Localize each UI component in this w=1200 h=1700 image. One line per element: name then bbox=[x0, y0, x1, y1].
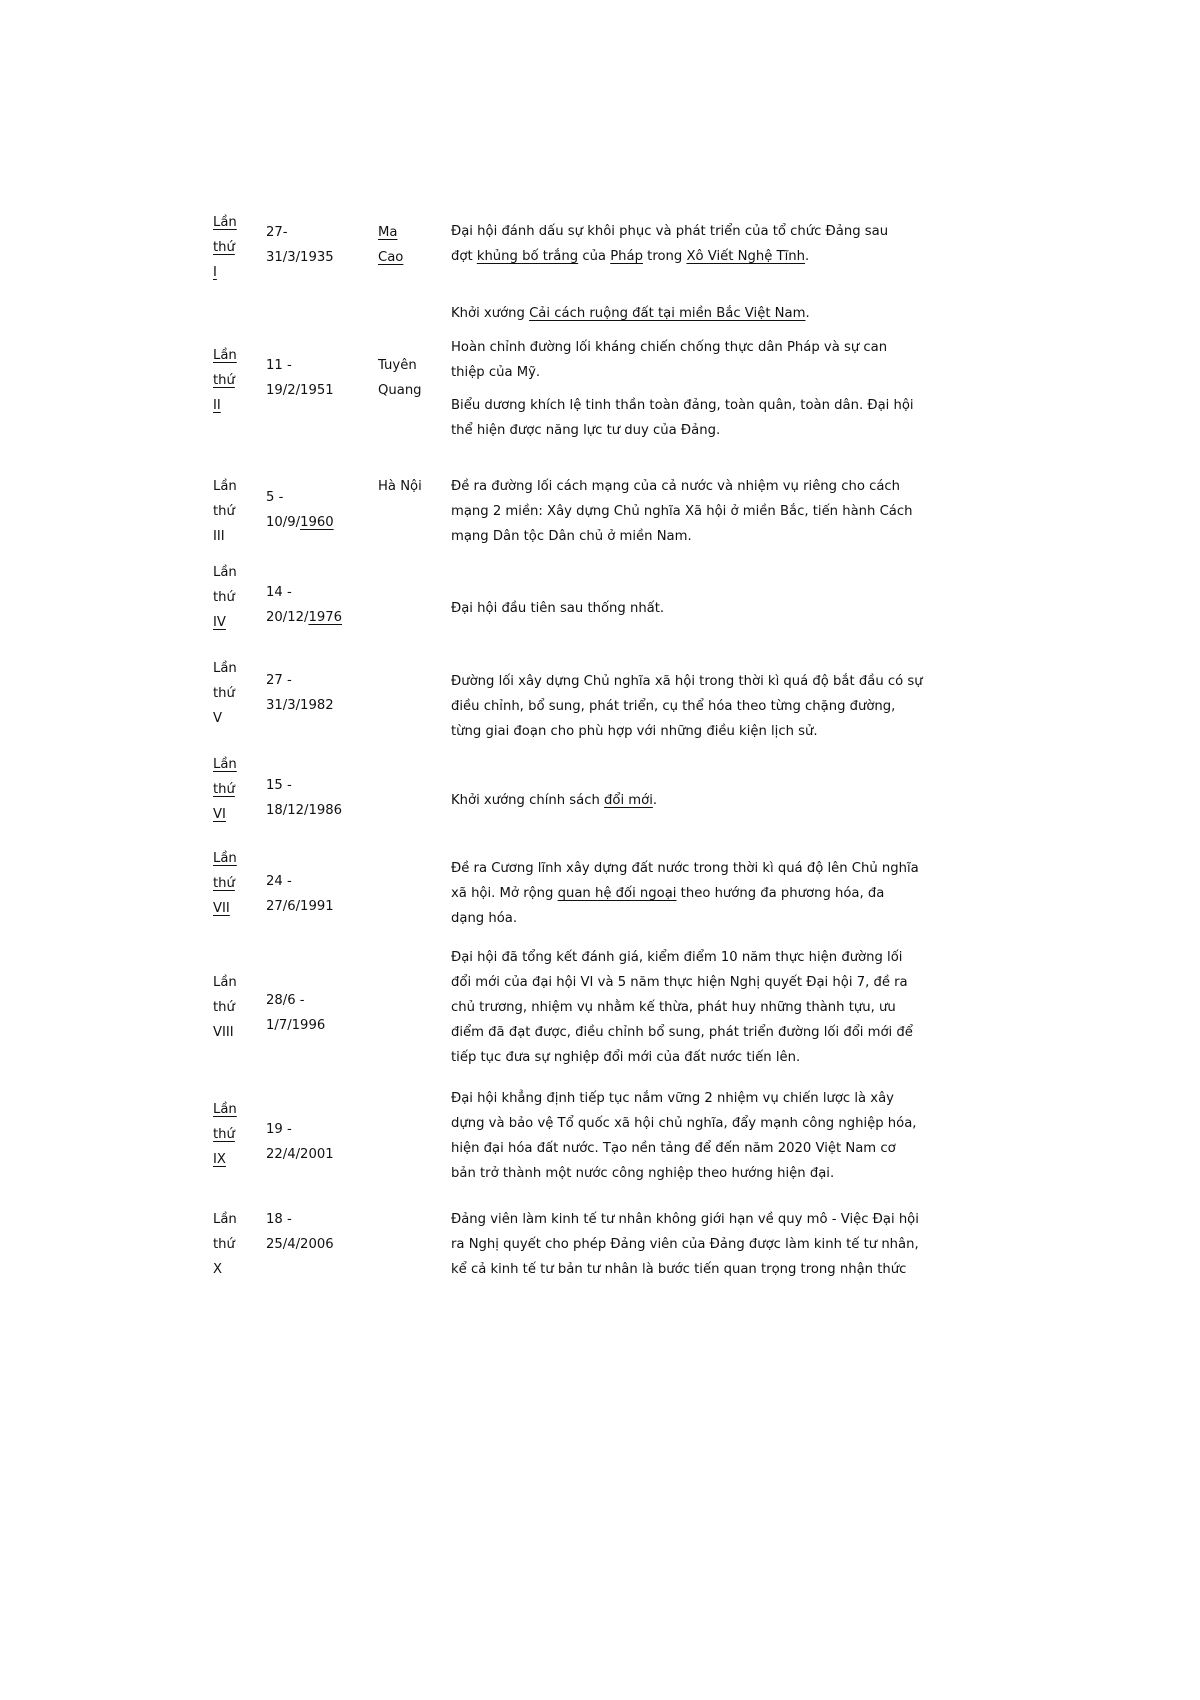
description-text: điều chỉnh, bổ sung, phát triển, cụ thể hóa theo từng chặng đường, bbox=[451, 699, 896, 714]
congress-description bbox=[451, 474, 1011, 549]
congress-name-link[interactable]: IV bbox=[213, 615, 226, 630]
description-line bbox=[451, 694, 1011, 719]
congress-date bbox=[266, 773, 346, 823]
description-line bbox=[451, 881, 1011, 906]
congress-date-line: 18 - bbox=[266, 1212, 292, 1227]
congress-name-link[interactable]: VI bbox=[213, 807, 226, 822]
description-text: Biểu dương khích lệ tinh thần toàn đảng, toàn quân, toàn dân. Đại hội bbox=[451, 398, 914, 413]
description-text: Khởi xướng bbox=[451, 306, 530, 321]
congress-name-text: thứ bbox=[213, 1237, 235, 1252]
description-text: ra Nghị quyết cho phép Đảng viên của Đảng được làm kinh tế tư nhân, bbox=[451, 1237, 919, 1252]
congress-date bbox=[266, 485, 346, 535]
congress-description bbox=[451, 669, 1011, 744]
congress-description bbox=[451, 1086, 1011, 1186]
description-line bbox=[451, 219, 1011, 244]
congress-name-text: Lần bbox=[213, 661, 237, 676]
congress-name-text: X bbox=[213, 1262, 223, 1277]
description-line bbox=[451, 360, 1011, 385]
description-line bbox=[451, 1086, 1011, 1111]
congress-name-link[interactable]: Lần bbox=[213, 757, 237, 772]
description-text: mạng 2 miền: Xây dựng Chủ nghĩa Xã hội ở miền Bắc, tiến hành Cách bbox=[451, 504, 913, 519]
congress-description bbox=[451, 596, 1011, 621]
congress-name-text: VIII bbox=[213, 1025, 234, 1040]
congress-date-line: 27/6/1991 bbox=[266, 899, 334, 914]
congress-date-line: 31/3/1982 bbox=[266, 698, 334, 713]
description-line bbox=[451, 596, 1011, 621]
description-text: mạng Dân tộc Dân chủ ở miền Nam. bbox=[451, 529, 692, 544]
congress-place bbox=[378, 474, 438, 499]
description-text: Đảng viên làm kinh tế tư nhân không giới hạn về quy mô - Việc Đại hội bbox=[451, 1212, 919, 1227]
congress-year-link[interactable]: 1976 bbox=[308, 610, 343, 625]
description-text: Đại hội đã tổng kết đánh giá, kiểm điểm 10 năm thực hiện đường lối bbox=[451, 950, 903, 965]
congress-name-text: Lần bbox=[213, 1212, 237, 1227]
congress-date bbox=[266, 1117, 346, 1167]
congress-name-link[interactable]: thứ bbox=[213, 876, 235, 891]
description-line bbox=[451, 499, 1011, 524]
description-text: Đề ra Cương lĩnh xây dựng đất nước trong thời kì quá độ lên Chủ nghĩa bbox=[451, 861, 919, 876]
description-line bbox=[451, 1232, 1011, 1257]
description-text: bản trở thành một nước công nghiệp theo hướng hiện đại. bbox=[451, 1166, 835, 1181]
congress-place bbox=[378, 220, 438, 270]
congress-date-line: 22/4/2001 bbox=[266, 1147, 334, 1162]
congress-date-line: 25/4/2006 bbox=[266, 1237, 334, 1252]
congress-description bbox=[451, 945, 1011, 1070]
congress-date-line: 19 - bbox=[266, 1122, 292, 1137]
description-link[interactable]: Xô Viết Nghệ Tĩnh bbox=[686, 249, 805, 264]
description-text: dựng và bảo vệ Tổ quốc xã hội chủ nghĩa, đẩy mạnh công nghiệp hóa, bbox=[451, 1116, 917, 1131]
congress-date-line: 19/2/1951 bbox=[266, 383, 334, 398]
description-line bbox=[451, 856, 1011, 881]
congress-date-line: 14 - bbox=[266, 585, 292, 600]
description-line bbox=[451, 1161, 1011, 1186]
congress-name bbox=[213, 846, 258, 921]
congress-name-link[interactable]: I bbox=[213, 265, 217, 280]
description-text: thiệp của Mỹ. bbox=[451, 365, 541, 380]
description-line bbox=[451, 1257, 1011, 1282]
congress-name-text: Lần bbox=[213, 565, 237, 580]
description-line bbox=[451, 335, 1011, 360]
congress-name-text: V bbox=[213, 711, 223, 726]
description-line bbox=[451, 418, 1011, 443]
description-text: Đại hội đầu tiên sau thống nhất. bbox=[451, 601, 665, 616]
description-text: tiếp tục đưa sự nghiệp đổi mới của đất nước tiến lên. bbox=[451, 1050, 801, 1065]
description-line bbox=[451, 244, 1011, 269]
description-text: Đại hội đánh dấu sự khôi phục và phát triển của tổ chức Đảng sau bbox=[451, 224, 889, 239]
congress-name-text: thứ bbox=[213, 590, 235, 605]
description-line bbox=[451, 995, 1011, 1020]
description-line bbox=[451, 1020, 1011, 1045]
congress-date-line: 15 - bbox=[266, 778, 292, 793]
congress-description bbox=[451, 219, 1011, 269]
description-text: Hoàn chỉnh đường lối kháng chiến chống thực dân Pháp và sự can bbox=[451, 340, 888, 355]
congress-place-text: Quang bbox=[378, 383, 422, 398]
congress-name-text: thứ bbox=[213, 686, 235, 701]
congress-name-link[interactable]: Lần bbox=[213, 1102, 237, 1117]
description-link[interactable]: Cải cách ruộng đất tại miền Bắc Việt Nam bbox=[529, 306, 806, 321]
description-line bbox=[451, 524, 1011, 549]
description-text: Đại hội khẳng định tiếp tục nắm vững 2 nhiệm vụ chiến lược là xây bbox=[451, 1091, 894, 1106]
congress-name bbox=[213, 1207, 258, 1282]
description-link[interactable]: khủng bố trắng bbox=[476, 249, 579, 264]
description-line bbox=[451, 669, 1011, 694]
description-link[interactable]: đổi mới bbox=[604, 793, 653, 808]
congress-name-link[interactable]: IX bbox=[213, 1152, 226, 1167]
description-text: thể hiện được năng lực tư duy của Đảng. bbox=[451, 423, 721, 438]
description-text: theo hướng đa phương hóa, đa bbox=[676, 886, 885, 901]
congress-date-line: 18/12/1986 bbox=[266, 803, 343, 818]
description-line bbox=[451, 788, 1011, 813]
congress-date-line: 10/9/1960 bbox=[266, 515, 334, 530]
congress-year-link[interactable]: 1960 bbox=[300, 515, 334, 530]
congress-date-line: 1/7/1996 bbox=[266, 1018, 326, 1033]
congress-name-text: Lần bbox=[213, 479, 237, 494]
description-line bbox=[451, 393, 1011, 418]
description-text: đợt bbox=[451, 249, 477, 264]
congress-date-line: 11 - bbox=[266, 358, 292, 373]
congress-description bbox=[451, 788, 1011, 813]
congress-date bbox=[266, 988, 346, 1038]
congress-date-line: 31/3/1935 bbox=[266, 250, 334, 265]
description-text: dạng hóa. bbox=[451, 911, 518, 926]
congress-date-line: 5 - bbox=[266, 490, 284, 505]
congress-place-link[interactable]: Ma bbox=[378, 225, 398, 240]
congress-name-link[interactable]: Lần bbox=[213, 348, 237, 363]
congress-date bbox=[266, 1207, 346, 1257]
description-line bbox=[451, 970, 1011, 995]
congress-name bbox=[213, 752, 258, 827]
congress-name-text: Lần bbox=[213, 975, 237, 990]
description-line bbox=[451, 1136, 1011, 1161]
congress-name bbox=[213, 970, 258, 1045]
congress-name-link[interactable]: thứ bbox=[213, 373, 235, 388]
congress-date-line: 20/12/1976 bbox=[266, 610, 343, 625]
congress-description bbox=[451, 301, 1011, 443]
description-text: điểm đã đạt được, điều chỉnh bổ sung, phát triển đường lối đổi mới để bbox=[451, 1025, 913, 1040]
description-text: từng giai đoạn cho phù hợp với những điều kiện lịch sử. bbox=[451, 724, 818, 739]
congress-name-text: thứ bbox=[213, 1000, 235, 1015]
congress-place-link[interactable]: Cao bbox=[378, 250, 404, 265]
congress-name-link[interactable]: thứ bbox=[213, 240, 235, 255]
description-line bbox=[451, 1111, 1011, 1136]
congress-name-text: thứ bbox=[213, 504, 235, 519]
description-line bbox=[451, 945, 1011, 970]
description-text: trong bbox=[642, 249, 687, 264]
congress-date bbox=[266, 580, 346, 630]
description-text: xã hội. Mở rộng bbox=[451, 886, 558, 901]
description-line bbox=[451, 474, 1011, 499]
congress-date bbox=[266, 668, 346, 718]
congress-name-text: III bbox=[213, 529, 225, 544]
description-text: . bbox=[804, 249, 810, 264]
congress-date bbox=[266, 220, 346, 270]
description-text: đổi mới của đại hội VI và 5 năm thực hiện Nghị quyết Đại hội 7, đề ra bbox=[451, 975, 908, 990]
description-text: Đề ra đường lối cách mạng của cả nước và nhiệm vụ riêng cho cách bbox=[451, 479, 901, 494]
description-link[interactable]: Pháp bbox=[610, 249, 643, 264]
congress-description bbox=[451, 856, 1011, 931]
description-text: . bbox=[652, 793, 658, 808]
congress-name bbox=[213, 656, 258, 731]
congress-place-text: Tuyên bbox=[378, 358, 417, 373]
congress-name-link[interactable]: Lần bbox=[213, 215, 237, 230]
congress-date-line: 27- bbox=[266, 225, 288, 240]
congress-name-link[interactable]: VII bbox=[213, 901, 230, 916]
congress-date-line: 24 - bbox=[266, 874, 292, 889]
description-text: chủ trương, nhiệm vụ nhằm kế thừa, phát huy những thành tựu, ưu bbox=[451, 1000, 896, 1015]
description-line bbox=[451, 301, 1011, 326]
congress-name-link[interactable]: thứ bbox=[213, 782, 235, 797]
description-text: Khởi xướng chính sách bbox=[451, 793, 605, 808]
description-text: kể cả kinh tế tư bản tư nhân là bước tiến quan trọng trong nhận thức bbox=[451, 1262, 907, 1277]
description-line bbox=[451, 1045, 1011, 1070]
congress-name bbox=[213, 560, 258, 635]
congress-place bbox=[378, 353, 438, 403]
congress-place-text: Hà Nội bbox=[378, 479, 422, 494]
congress-description bbox=[451, 1207, 1011, 1282]
congress-date bbox=[266, 353, 346, 403]
description-line bbox=[451, 906, 1011, 931]
congress-name-link[interactable]: Lần bbox=[213, 851, 237, 866]
congress-name-link[interactable]: thứ bbox=[213, 1127, 235, 1142]
congress-name bbox=[213, 1097, 258, 1172]
description-text: . bbox=[805, 306, 810, 321]
description-text: hiện đại hóa đất nước. Tạo nền tảng để đến năm 2020 Việt Nam cơ bbox=[451, 1141, 896, 1156]
congress-date-line: 27 - bbox=[266, 673, 292, 688]
description-text: Đường lối xây dựng Chủ nghĩa xã hội trong thời kì quá độ bắt đầu có sự bbox=[451, 674, 923, 689]
congress-date bbox=[266, 869, 346, 919]
description-link[interactable]: quan hệ đối ngoại bbox=[557, 886, 677, 901]
description-line bbox=[451, 1207, 1011, 1232]
congress-name bbox=[213, 474, 258, 549]
congress-name-link[interactable]: II bbox=[213, 398, 221, 413]
description-line bbox=[451, 719, 1011, 744]
congress-name bbox=[213, 210, 258, 285]
description-text: của bbox=[578, 249, 611, 264]
congress-date-line: 28/6 - bbox=[266, 993, 305, 1008]
congress-name bbox=[213, 343, 258, 418]
